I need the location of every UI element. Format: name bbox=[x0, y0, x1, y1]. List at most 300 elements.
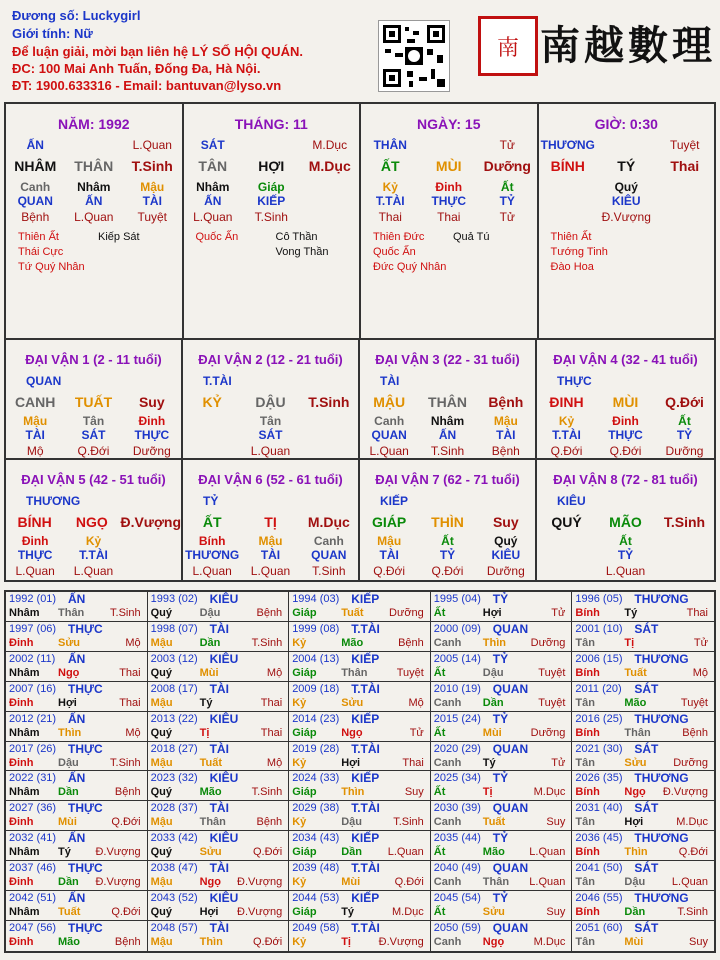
year-phase: Dưỡng bbox=[530, 726, 566, 739]
year-star: ẤN bbox=[68, 771, 86, 786]
year-star: TỶ bbox=[492, 651, 509, 666]
extra-star: Tướng Tinh bbox=[550, 246, 608, 258]
row bbox=[537, 548, 714, 562]
year-branch: Mùi bbox=[482, 726, 502, 739]
row bbox=[6, 158, 182, 174]
row bbox=[360, 534, 535, 548]
pillar-star: THƯƠNG bbox=[540, 138, 595, 152]
hidden-star: THỰC bbox=[134, 428, 170, 442]
year-phase: Thai bbox=[260, 696, 283, 709]
year-label: 2007 (16) bbox=[9, 682, 57, 695]
year-stem: Bính bbox=[575, 666, 600, 679]
year-star: SÁT bbox=[634, 801, 659, 816]
year-stem: Bính bbox=[575, 607, 600, 619]
row bbox=[183, 514, 358, 530]
hidden-star: ẤN bbox=[85, 194, 103, 208]
year-phase: Tuyệt bbox=[396, 666, 424, 679]
hidden-stem: Bính bbox=[198, 534, 226, 548]
hidden-phase: Q.Đới bbox=[373, 564, 406, 578]
year-star: THƯƠNG bbox=[634, 891, 689, 906]
year-branch: Tuất bbox=[58, 906, 81, 919]
pillar-branch: TÝ bbox=[617, 158, 636, 174]
year-stem: Ất bbox=[433, 846, 446, 859]
year-label: 2041 (50) bbox=[575, 862, 623, 875]
year-label: 2047 (56) bbox=[9, 922, 57, 935]
row bbox=[539, 194, 715, 208]
year-star: T.TÀI bbox=[351, 741, 380, 756]
hidden-stem bbox=[539, 180, 598, 194]
year-cell bbox=[289, 921, 431, 951]
row bbox=[6, 428, 181, 442]
year-stem: Canh bbox=[433, 816, 462, 829]
year-cell bbox=[431, 682, 573, 712]
year-star: THƯƠNG bbox=[634, 651, 689, 666]
year-stem: Ất bbox=[433, 786, 446, 799]
decade-branch: THÌN bbox=[431, 514, 464, 530]
hidden-star: QUAN bbox=[311, 548, 347, 562]
extra-stars-right bbox=[98, 230, 140, 245]
year-phase: Suy bbox=[404, 786, 424, 799]
year-cell bbox=[6, 712, 148, 742]
year-label: 1992 (01) bbox=[9, 593, 57, 605]
four-pillars-panel bbox=[4, 102, 716, 340]
year-phase: M.Dục bbox=[676, 816, 708, 829]
year-cell bbox=[148, 921, 290, 951]
year-label: 2019 (28) bbox=[292, 742, 340, 755]
year-branch: Tý bbox=[199, 696, 213, 709]
year-label: 2030 (39) bbox=[433, 802, 481, 815]
decade-title: ĐẠI VẬN 6 (52 - 61 tuổi) bbox=[198, 472, 343, 487]
decade-cell-2 bbox=[183, 340, 360, 460]
year-star: KIÊU bbox=[209, 831, 239, 846]
extra-stars-right bbox=[276, 230, 329, 260]
pillar-star-phase: M.Dục bbox=[312, 138, 348, 152]
year-cell bbox=[148, 891, 290, 921]
year-label: 2022 (31) bbox=[9, 772, 57, 785]
year-branch: Ngọ bbox=[199, 876, 221, 889]
year-cell bbox=[431, 592, 573, 622]
hidden-star bbox=[655, 548, 714, 562]
year-stem: Ất bbox=[433, 726, 446, 739]
year-cell bbox=[572, 712, 714, 742]
year-stem: Kỷ bbox=[292, 816, 307, 829]
consult-notice: Để luận giải, mời bạn liên hệ LÝ SỐ HỘI QUÁN. bbox=[12, 44, 303, 59]
year-stem: Kỷ bbox=[292, 756, 307, 769]
row bbox=[539, 180, 715, 194]
year-stem: Đinh bbox=[9, 636, 34, 649]
year-phase: Đ.Vượng bbox=[237, 906, 283, 919]
year-label: 2038 (47) bbox=[150, 862, 198, 875]
year-stem: Bính bbox=[575, 726, 600, 739]
decade-title: ĐẠI VẬN 4 (32 - 41 tuổi) bbox=[553, 352, 698, 367]
year-branch: Hợi bbox=[199, 906, 219, 919]
decade-stem: KỶ bbox=[202, 394, 222, 410]
year-star: ẤN bbox=[68, 891, 86, 906]
row bbox=[183, 548, 358, 562]
year-star: THỰC bbox=[68, 681, 103, 696]
row bbox=[537, 428, 714, 442]
hidden-stem: Quý bbox=[614, 180, 638, 194]
year-branch: Mão bbox=[482, 846, 505, 859]
year-branch: Ngọ bbox=[341, 726, 363, 739]
year-phase: Tử bbox=[551, 756, 566, 769]
year-stem: Đinh bbox=[9, 756, 34, 769]
row bbox=[360, 444, 535, 458]
year-stem: Canh bbox=[433, 876, 462, 889]
year-label: 2027 (36) bbox=[9, 802, 57, 815]
year-stem: Tân bbox=[575, 696, 595, 709]
decade-cell-5 bbox=[6, 460, 183, 580]
year-branch: Thân bbox=[199, 816, 226, 829]
year-stem: Nhâm bbox=[9, 666, 40, 679]
hidden-stem: Ất bbox=[619, 534, 632, 548]
year-phase: Mộ bbox=[266, 666, 283, 679]
hidden-stem: Đinh bbox=[435, 180, 463, 194]
row bbox=[361, 194, 537, 208]
year-phase: Mộ bbox=[125, 726, 141, 739]
extra-star: Thái Cực bbox=[18, 246, 64, 258]
year-label: 2031 (40) bbox=[575, 802, 623, 815]
year-cell bbox=[148, 592, 290, 622]
year-stem: Nhâm bbox=[9, 607, 40, 619]
decade-branch: TỊ bbox=[264, 514, 277, 530]
year-branch: Dậu bbox=[341, 816, 362, 829]
hidden-star: QUAN bbox=[17, 194, 53, 208]
year-cell bbox=[431, 652, 573, 682]
year-star: KIÊU bbox=[209, 651, 239, 666]
year-phase: Suy bbox=[546, 816, 566, 829]
hidden-stem: Mậu bbox=[377, 534, 402, 548]
year-star: KIẾP bbox=[351, 891, 380, 906]
decade-title: ĐẠI VẬN 3 (22 - 31 tuổi) bbox=[375, 352, 520, 367]
year-star: THƯƠNG bbox=[634, 771, 689, 786]
hidden-phase: L.Quan bbox=[73, 564, 114, 578]
year-cell bbox=[572, 891, 714, 921]
year-phase: L.Quan bbox=[529, 846, 566, 859]
year-label: 2040 (49) bbox=[433, 862, 481, 875]
year-branch: Thân bbox=[624, 726, 651, 739]
year-label: 1995 (04) bbox=[433, 593, 481, 605]
year-cell bbox=[6, 652, 148, 682]
year-cell bbox=[572, 682, 714, 712]
year-cell bbox=[6, 622, 148, 652]
year-star: QUAN bbox=[492, 801, 529, 816]
year-stem: Nhâm bbox=[9, 906, 40, 919]
year-branch: Dần bbox=[58, 876, 79, 889]
row bbox=[539, 210, 715, 224]
year-cell bbox=[6, 592, 148, 622]
year-star: THỰC bbox=[68, 861, 103, 876]
year-label: 2016 (25) bbox=[575, 712, 623, 725]
pillar-star: SÁT bbox=[200, 138, 225, 152]
hidden-star: TÀI bbox=[379, 548, 399, 562]
year-stem: Giáp bbox=[292, 786, 317, 799]
year-cell bbox=[431, 861, 573, 891]
row bbox=[6, 138, 182, 152]
year-stem: Giáp bbox=[292, 906, 317, 919]
year-label: 2034 (43) bbox=[292, 832, 340, 845]
year-stem: Giáp bbox=[292, 607, 317, 619]
row bbox=[184, 210, 360, 224]
row bbox=[6, 414, 181, 428]
hidden-stem: Tân bbox=[82, 414, 105, 428]
year-star: THƯƠNG bbox=[634, 592, 689, 606]
row bbox=[539, 158, 715, 174]
year-cell bbox=[572, 742, 714, 772]
year-label: 2020 (29) bbox=[433, 742, 481, 755]
year-cell bbox=[431, 891, 573, 921]
pillar-title: THÁNG: 11 bbox=[234, 116, 308, 132]
hidden-phase: L.Quan bbox=[74, 210, 114, 224]
year-cell bbox=[431, 921, 573, 951]
year-star: KIÊU bbox=[209, 771, 239, 786]
year-phase: M.Dục bbox=[533, 786, 566, 799]
hidden-phase: Mộ bbox=[26, 444, 44, 458]
year-stem: Nhâm bbox=[9, 786, 40, 799]
hidden-star: KIÊU bbox=[611, 194, 641, 208]
hidden-star: THỰC bbox=[431, 194, 467, 208]
year-branch: Thìn bbox=[624, 846, 648, 859]
year-label: 2036 (45) bbox=[575, 832, 623, 845]
decade-star: KIÊU bbox=[557, 494, 586, 508]
year-star: TÀI bbox=[209, 621, 229, 636]
year-cell bbox=[431, 712, 573, 742]
seal-text: 南 bbox=[496, 35, 519, 61]
year-label: 2033 (42) bbox=[150, 832, 198, 845]
year-cell bbox=[289, 801, 431, 831]
year-cell bbox=[148, 712, 290, 742]
year-stem: Giáp bbox=[292, 666, 317, 679]
year-stem: Quý bbox=[150, 607, 172, 619]
row bbox=[360, 548, 535, 562]
address: ĐC: 100 Mai Anh Tuấn, Đống Đa, Hà Nội. bbox=[12, 61, 261, 76]
header bbox=[0, 0, 720, 100]
year-cell bbox=[289, 712, 431, 742]
year-label: 2048 (57) bbox=[150, 922, 198, 935]
year-branch: Tuất bbox=[199, 756, 222, 769]
decade-cell-1 bbox=[6, 340, 183, 460]
row bbox=[539, 138, 715, 152]
year-label: 2014 (23) bbox=[292, 712, 340, 725]
hidden-stem: Canh bbox=[20, 180, 51, 194]
year-label: 2021 (30) bbox=[575, 742, 623, 755]
year-cell bbox=[572, 592, 714, 622]
hidden-phase: Dưỡng bbox=[486, 564, 525, 578]
year-branch: Thân bbox=[341, 666, 368, 679]
year-star: THỰC bbox=[68, 921, 103, 936]
year-star: QUAN bbox=[492, 621, 529, 636]
year-stem: Tân bbox=[575, 756, 595, 769]
row bbox=[361, 158, 537, 174]
row bbox=[6, 180, 182, 194]
hidden-stem: Giáp bbox=[257, 180, 285, 194]
decade-cell-8 bbox=[537, 460, 714, 580]
decade-title: ĐẠI VẬN 2 (12 - 21 tuổi) bbox=[198, 352, 343, 367]
year-branch: Thìn bbox=[199, 936, 223, 949]
year-stem: Quý bbox=[150, 846, 172, 859]
year-cell bbox=[572, 831, 714, 861]
year-label: 2005 (14) bbox=[433, 652, 481, 665]
year-phase: L.Quan bbox=[387, 846, 424, 859]
year-cell bbox=[148, 771, 290, 801]
contact[interactable]: ĐT: 1900.633316 - Email: bantuvan@lyso.vn bbox=[12, 78, 282, 93]
year-star: THƯƠNG bbox=[634, 711, 689, 726]
hidden-phase: Q.Đới bbox=[77, 444, 110, 458]
pillar-branch: MÙI bbox=[435, 158, 462, 174]
year-label: 2011 (20) bbox=[575, 682, 622, 695]
year-phase: T.Sinh bbox=[677, 906, 708, 919]
year-phase: Đ.Vượng bbox=[95, 876, 141, 889]
hidden-star: SÁT bbox=[81, 428, 106, 442]
spacer bbox=[420, 138, 479, 152]
row bbox=[6, 194, 182, 208]
decade-stem: ĐINH bbox=[549, 394, 584, 410]
extra-stars-left bbox=[551, 230, 608, 275]
year-branch: Tuất bbox=[482, 816, 506, 829]
pillar-branch: HỢI bbox=[258, 158, 285, 174]
year-stem: Mậu bbox=[150, 636, 173, 649]
year-branch: Hợi bbox=[624, 816, 644, 829]
year-phase: T.Sinh bbox=[110, 756, 141, 769]
year-cell bbox=[6, 742, 148, 772]
year-stem: Tân bbox=[575, 816, 595, 829]
year-label: 1998 (07) bbox=[150, 622, 198, 635]
spacer bbox=[65, 138, 124, 152]
year-label: 2039 (48) bbox=[292, 862, 340, 875]
year-cell bbox=[572, 801, 714, 831]
year-star: ẤN bbox=[68, 592, 86, 606]
year-star: TỶ bbox=[492, 891, 509, 906]
decade-phase: M.Dục bbox=[307, 514, 350, 530]
year-phase: Q.Đới bbox=[111, 816, 141, 829]
year-label: 2023 (32) bbox=[150, 772, 198, 785]
extra-star: Quốc Ấn bbox=[195, 231, 239, 243]
year-branch: Mùi bbox=[624, 936, 644, 949]
year-label: 2043 (52) bbox=[150, 892, 198, 905]
pillar-phase: T.Sinh bbox=[131, 158, 173, 174]
pillar-title: GIỜ: 0:30 bbox=[594, 116, 658, 132]
year-label: 2004 (13) bbox=[292, 652, 340, 665]
year-stem: Mậu bbox=[150, 756, 173, 769]
row bbox=[183, 444, 358, 458]
row bbox=[183, 394, 358, 410]
year-stem: Đinh bbox=[9, 816, 34, 829]
hidden-star bbox=[656, 194, 715, 208]
row bbox=[361, 180, 537, 194]
year-star: TÀI bbox=[209, 861, 229, 876]
year-cell bbox=[148, 652, 290, 682]
hidden-star: KIẾP bbox=[257, 194, 286, 208]
year-cell bbox=[289, 682, 431, 712]
decade-branch: TUẤT bbox=[74, 394, 113, 410]
spacer bbox=[242, 138, 301, 152]
hidden-stem: Đinh bbox=[612, 414, 639, 428]
year-branch: Dần bbox=[58, 786, 79, 799]
year-branch: Tị bbox=[482, 786, 493, 799]
hidden-stem: Canh bbox=[313, 534, 344, 548]
hidden-stem: Kỷ bbox=[85, 534, 102, 548]
year-branch: Mão bbox=[341, 636, 364, 649]
pillar-phase: Dưỡng bbox=[483, 158, 531, 174]
year-label: 1994 (03) bbox=[292, 593, 340, 605]
year-label: 1996 (05) bbox=[575, 593, 623, 605]
row bbox=[6, 514, 181, 530]
extra-stars-left bbox=[196, 230, 239, 245]
year-phase: Bệnh bbox=[114, 786, 141, 799]
hidden-phase bbox=[537, 564, 596, 578]
hidden-stem bbox=[123, 534, 181, 548]
year-phase: Q.Đới bbox=[252, 846, 283, 859]
hidden-stem bbox=[183, 414, 241, 428]
year-stem: Tân bbox=[575, 876, 595, 889]
hidden-stem: Ất bbox=[441, 534, 454, 548]
year-star: ẤN bbox=[68, 711, 86, 726]
hidden-star bbox=[183, 428, 241, 442]
year-cell bbox=[148, 622, 290, 652]
year-branch: Mão bbox=[624, 696, 647, 709]
year-stem: Mậu bbox=[150, 696, 173, 709]
year-cell bbox=[289, 861, 431, 891]
year-phase: Đ.Vượng bbox=[237, 876, 283, 889]
hidden-stem: Kỷ bbox=[558, 414, 575, 428]
hidden-star: TÀI bbox=[496, 428, 516, 442]
year-stem: Kỷ bbox=[292, 636, 307, 649]
decade-stem: CANH bbox=[14, 394, 56, 410]
year-stem: Tân bbox=[575, 936, 595, 949]
year-phase: L.Quan bbox=[529, 876, 566, 889]
row bbox=[361, 138, 537, 152]
qr-code-icon[interactable] bbox=[378, 20, 450, 92]
decade-branch: MÃO bbox=[609, 514, 642, 530]
hidden-phase: Tuyệt bbox=[137, 210, 168, 224]
hidden-stem: Mậu bbox=[493, 414, 518, 428]
year-branch: Dần bbox=[624, 906, 646, 919]
pillar-stem: TÂN bbox=[198, 158, 228, 174]
year-cell bbox=[148, 682, 290, 712]
year-cell bbox=[289, 622, 431, 652]
year-branch: Sửu bbox=[624, 756, 647, 769]
year-branch: Sửu bbox=[341, 696, 364, 709]
hidden-phase bbox=[123, 564, 181, 578]
decade-star: THƯƠNG bbox=[26, 494, 81, 508]
year-star: KIÊU bbox=[209, 592, 239, 606]
year-star: KIẾP bbox=[351, 771, 380, 786]
decade-stem: BÍNH bbox=[17, 514, 52, 530]
year-stem: Quý bbox=[150, 726, 172, 739]
pillar-star: ẤN bbox=[26, 138, 44, 152]
extra-star: Thiên Đức bbox=[373, 231, 425, 243]
year-label: 2009 (18) bbox=[292, 682, 340, 695]
year-label: 1993 (02) bbox=[150, 593, 198, 605]
year-branch: Tý bbox=[58, 846, 71, 859]
row bbox=[184, 138, 360, 152]
row bbox=[183, 414, 358, 428]
decade-stem: ẤT bbox=[202, 514, 222, 530]
pillar-3 bbox=[539, 104, 715, 338]
year-star: QUAN bbox=[492, 741, 529, 756]
decade-cell-7 bbox=[360, 460, 537, 580]
year-branch: Hợi bbox=[341, 756, 361, 769]
hidden-phase: L.Quan bbox=[605, 564, 646, 578]
year-phase: Thai bbox=[260, 726, 283, 739]
year-star: THỰC bbox=[68, 801, 103, 816]
year-label: 2044 (53) bbox=[292, 892, 340, 905]
row bbox=[360, 564, 535, 578]
year-label: 2002 (11) bbox=[9, 652, 56, 665]
decade-phase: Suy bbox=[492, 514, 519, 530]
hidden-star bbox=[537, 548, 596, 562]
row bbox=[6, 548, 181, 562]
